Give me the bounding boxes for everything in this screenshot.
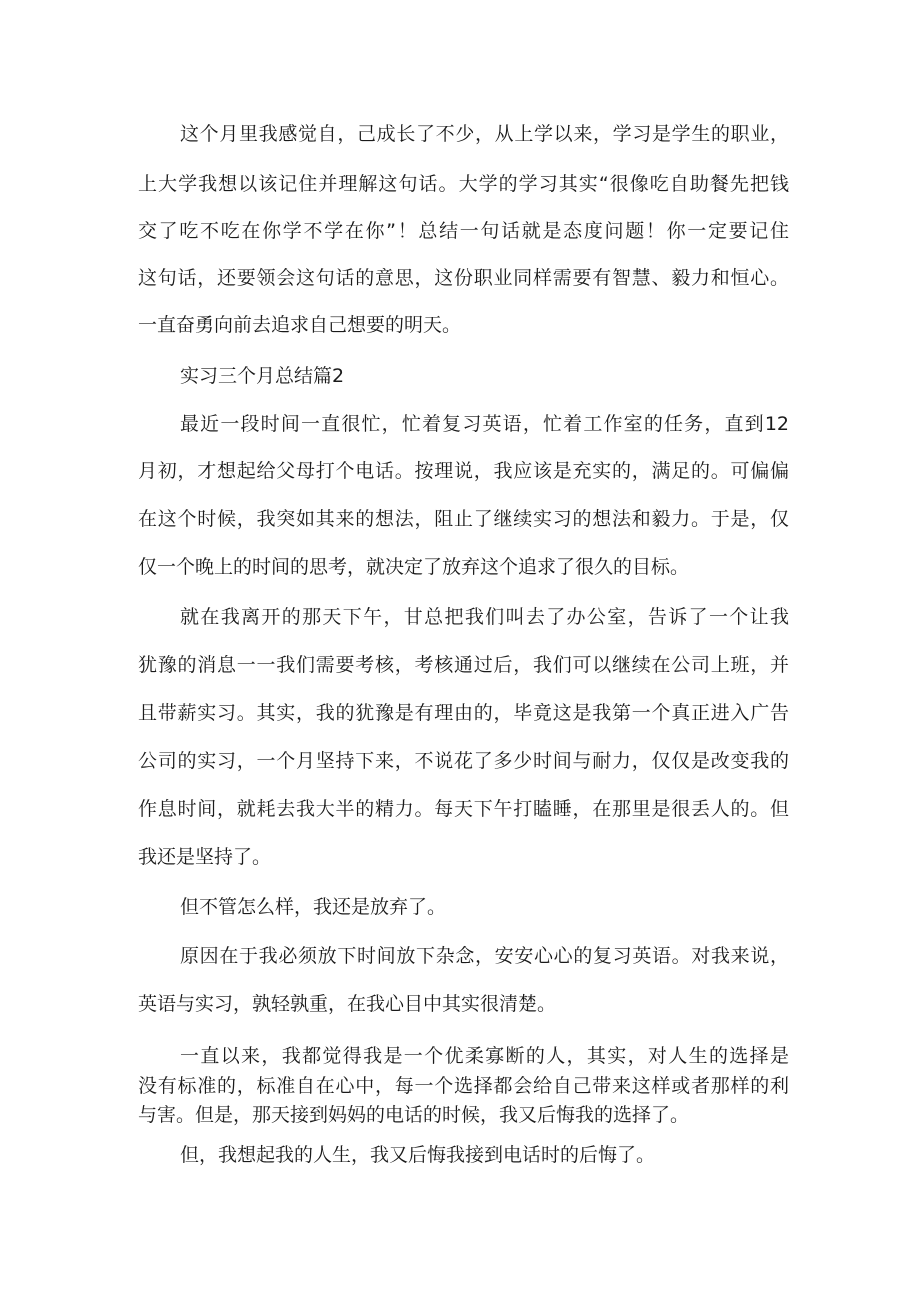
text-line: 公司的实习，一个月坚持下来，不说花了多少时间与耐力，仅仅是改变我的	[138, 750, 789, 772]
text-line: 原因在于我必须放下时间放下杂念，安安心心的复习英语。对我来说，	[180, 945, 789, 967]
text-line: 上大学我想以该记住并理解这句话。大学的学习其实“很像吃自助餐先把钱	[138, 173, 789, 195]
text-line: 且带薪实习。其实，我的犹豫是有理由的，毕竟这是我第一个真正进入广告	[138, 702, 789, 724]
text-line: 仅一个晚上的时间的思考，就决定了放弃这个追求了很久的目标。	[138, 556, 690, 578]
text-line: 交了吃不吃在你学不学在你”！总结一句话就是态度问题！你一定要记住	[138, 220, 789, 242]
text-line: 在这个时候，我突如其来的想法，阻止了继续实习的想法和毅力。于是，仅	[138, 508, 789, 530]
section-heading: 实习三个月总结篇2	[180, 365, 345, 387]
text-line: 就在我离开的那天下午，甘总把我们叫去了办公室，告诉了一个让我	[180, 606, 789, 628]
text-line: 一直奋勇向前去追求自己想要的明天。	[138, 314, 462, 336]
text-line: 这句话，还要领会这句话的意思，这份职业同样需要有智慧、毅力和恒心。	[138, 267, 789, 289]
paragraph-4: 但不管怎么样，我还是放弃了。	[180, 896, 447, 918]
text-line: 这个月里我感觉自，己成长了不少，从上学以来，学习是学生的职业，	[180, 123, 789, 145]
text-line: 作息时间，就耗去我大半的精力。每天下午打瞌睡，在那里是很丢人的。但	[138, 798, 789, 820]
text-line: 与害。但是，那天接到妈妈的电话的时候，我又后悔我的选择了。	[138, 1104, 690, 1126]
text-line: 一直以来，我都觉得我是一个优柔寡断的人，其实，对人生的选择是	[180, 1045, 789, 1067]
text-line: 最近一段时间一直很忙，忙着复习英语，忙着工作室的任务，直到12	[180, 413, 789, 435]
text-line: 月初，才想起给父母打个电话。按理说，我应该是充实的，满足的。可偏偏	[138, 460, 789, 482]
text-line: 英语与实习，孰轻孰重，在我心目中其实很清楚。	[138, 993, 557, 1015]
text-line: 我还是坚持了。	[138, 846, 272, 868]
paragraph-7: 但，我想起我的人生，我又后悔我接到电话时的后悔了。	[180, 1144, 656, 1166]
text-line: 没有标准的，标准自在心中，每一个选择都会给自己带来这样或者那样的利	[138, 1075, 789, 1097]
text-line: 犹豫的消息一一我们需要考核，考核通过后，我们可以继续在公司上班，并	[138, 654, 789, 676]
